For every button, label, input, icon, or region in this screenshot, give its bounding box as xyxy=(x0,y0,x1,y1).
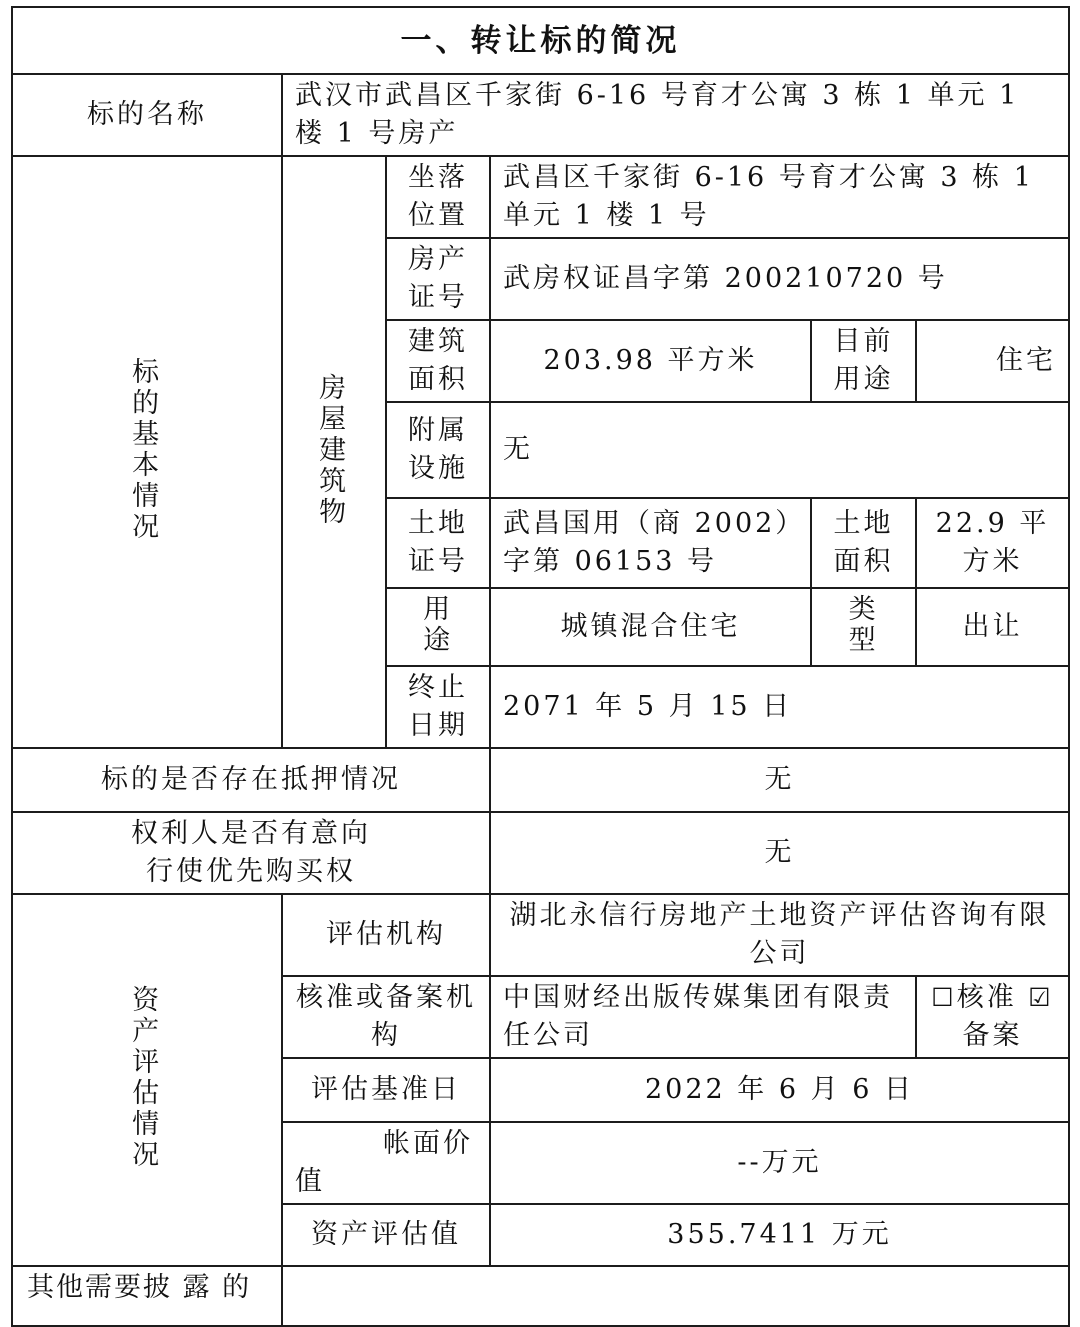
file-option-label: 备案 xyxy=(962,1020,1023,1051)
appraisal-label-cell xyxy=(12,894,282,1266)
book-value-label: 帐面价值 xyxy=(282,1122,490,1204)
land-area-label: 土地面积 xyxy=(811,498,916,588)
preemption-label-line2: 行使优先购买权 xyxy=(146,856,356,887)
subject-name-value: 武汉市武昌区千家街 6-16 号育才公寓 3 栋 1 单元 1 楼 1 号房产 xyxy=(282,74,1069,156)
book-value-value: --万元 xyxy=(490,1122,1069,1204)
land-use-label-cell xyxy=(386,588,490,666)
approve-option-label: 核准 xyxy=(956,982,1017,1013)
subject-name-label: 标的名称 xyxy=(12,74,282,156)
cert-no-label: 房产证号 xyxy=(386,238,490,320)
land-area-value: 22.9 平方米 xyxy=(916,498,1069,588)
floor-area-value: 203.98 平方米 xyxy=(490,320,811,402)
preemption-label-cell xyxy=(12,812,490,894)
preemption-value: 无 xyxy=(490,812,1069,894)
basic-info-label: 标的基本情况 xyxy=(132,357,163,543)
transfer-subject-table xyxy=(11,6,1070,1327)
building-label-cell xyxy=(282,156,386,748)
base-date-label: 评估基准日 xyxy=(282,1058,490,1122)
land-use-label: 用途 xyxy=(423,594,454,656)
current-use-label: 目前用途 xyxy=(811,320,916,402)
agency-label: 评估机构 xyxy=(282,894,490,976)
land-type-value: 出让 xyxy=(916,588,1069,666)
approve-checkbox[interactable]: ☐ xyxy=(931,983,957,1012)
building-label: 房屋建筑物 xyxy=(319,372,350,528)
other-disclosure-value xyxy=(282,1266,1069,1326)
current-use-value: 住宅 xyxy=(916,320,1069,402)
facilities-value: 无 xyxy=(490,402,1069,498)
mortgage-label: 标的是否存在抵押情况 xyxy=(12,748,490,812)
mortgage-value: 无 xyxy=(490,748,1069,812)
appraised-value-label: 资产评估值 xyxy=(282,1204,490,1266)
facilities-label: 附属设施 xyxy=(386,402,490,498)
land-type-label: 类型 xyxy=(848,594,879,656)
agency-value: 湖北永信行房地产土地资产评估咨询有限公司 xyxy=(490,894,1069,976)
approval-org-value: 中国财经出版传媒集团有限责任公司 xyxy=(490,976,916,1058)
location-value: 武昌区千家街 6-16 号育才公寓 3 栋 1 单元 1 楼 1 号 xyxy=(490,156,1069,238)
land-type-label-cell xyxy=(811,588,916,666)
other-disclosure-label: 其他需要披 露 的 xyxy=(12,1266,282,1326)
cert-no-value: 武房权证昌字第 200210720 号 xyxy=(490,238,1069,320)
floor-area-label: 建筑面积 xyxy=(386,320,490,402)
end-date-value: 2071 年 5 月 15 日 xyxy=(490,666,1069,748)
appraisal-label: 资产评估情况 xyxy=(132,985,163,1171)
section-title: 一、转让标的简况 xyxy=(12,7,1069,74)
land-use-value: 城镇混合住宅 xyxy=(490,588,811,666)
end-date-label: 终止日期 xyxy=(386,666,490,748)
file-checkbox[interactable]: ☑ xyxy=(1028,983,1054,1012)
appraised-value-value: 355.7411 万元 xyxy=(490,1204,1069,1266)
approval-options-cell xyxy=(916,976,1069,1058)
land-cert-label: 土地证号 xyxy=(386,498,490,588)
location-label: 坐落位置 xyxy=(386,156,490,238)
approval-org-label: 核准或备案机构 xyxy=(282,976,490,1058)
base-date-value: 2022 年 6 月 6 日 xyxy=(490,1058,1069,1122)
preemption-label-line1: 权利人是否有意向 xyxy=(131,818,371,849)
basic-info-label-cell xyxy=(12,156,282,748)
land-cert-value: 武昌国用（商 2002）字第 06153 号 xyxy=(490,498,811,588)
